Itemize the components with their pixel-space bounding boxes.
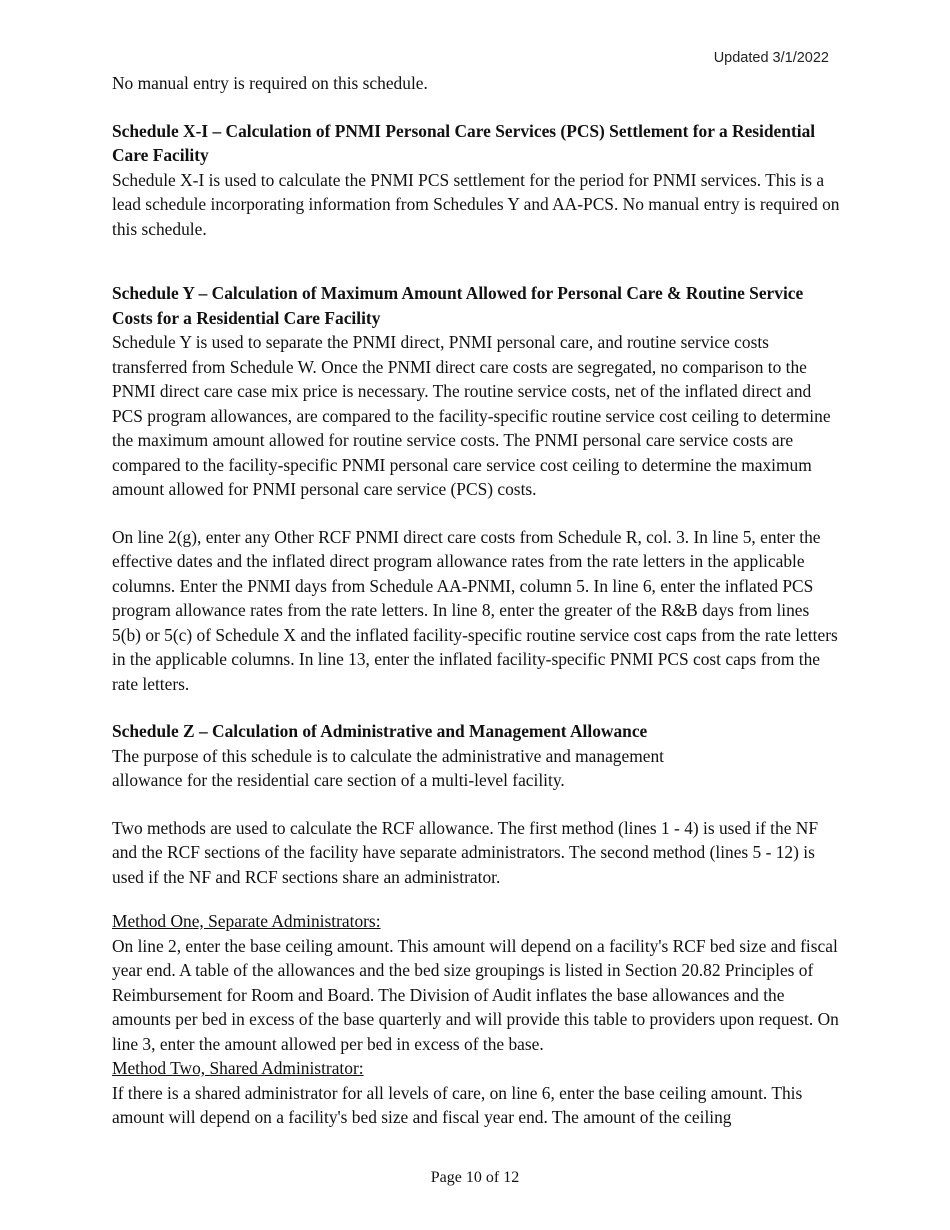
method-one-body: On line 2, enter the base ceiling amount. This amount will depend on a facility's RCF bed size and fiscal year end. A table of the allowances and the bed size groupings is listed in Section 20.82 Principles of Reimbursement for Room and Board. The Division of Audit inflates the base allowances and the amounts per bed in excess of the base quarterly and will provide this table to providers upon request. On line 3, enter the amount allowed per bed in excess of the base. (112, 935, 839, 1054)
schedule-xi-body: Schedule X-I is used to calculate the PNMI PCS settlement for the period for PNMI services. This is a lead schedule incorporating information from Schedules Y and AA-PCS. No manual entry is required on this schedule. (112, 169, 840, 239)
schedule-z-paragraph-1-line-2: allowance for the residential care section of a multi-level facility. (112, 770, 565, 790)
method-two-body: If there is a shared administrator for all levels of care, on line 6, enter the base ceiling amount. This amount will depend on a facility's bed size and fiscal year end. The amount of the ceiling (112, 1082, 803, 1127)
intro-text: No manual entry is required on this schedule. (112, 73, 428, 93)
schedule-z-paragraph-1-line-1: The purpose of this schedule is to calculate the administrative and management (112, 745, 664, 766)
schedule-xi-heading: Schedule X-I – Calculation of PNMI Personal Care Services (PCS) Settlement for a Residential Care Facility (112, 120, 816, 165)
updated-date: Updated 3/1/2022 (713, 50, 829, 66)
schedule-z-paragraph-2: Two methods are used to calculate the RCF allowance. The first method (lines 1 - 4) is used if the NF and the RCF sections of the facility have separate administrators. The second method (lines 5 - 12) is used if the NF and RCF sections share an administrator. (112, 817, 819, 887)
schedule-y-paragraph-1: Schedule Y is used to separate the PNMI direct, PNMI personal care, and routine service costs transferred from Schedule W. Once the PNMI direct care costs are segregated, no comparison to the PNMI direct care case mix price is necessary. The routine service costs, net of the inflated direct and PCS program allowances, are compared to the facility-specific routine service cost ceiling to determine the maximum amount allowed for routine service costs. The PNMI personal care service costs are compared to the facility-specific PNMI personal care service cost ceiling to determine the maximum amount allowed for PNMI personal care service (PCS) costs. (112, 332, 831, 499)
schedule-y-heading: Schedule Y – Calculation of Maximum Amount Allowed for Personal Care & Routine Service Costs for a Residential Care Facility (112, 283, 804, 328)
schedule-z-paragraph-1 (112, 744, 842, 793)
page-number: Page 10 of 12 (430, 1169, 520, 1186)
document-body (112, 71, 842, 1130)
schedule-y-paragraph-2: On line 2(g), enter any Other RCF PNMI direct care costs from Schedule R, col. 3. In line 5, enter the effective dates and the inflated direct program allowance rates from the rate letters in the applicable columns. Enter the PNMI days from Schedule AA-PNMI, column 5. In line 6, enter the inflated PCS program allowance rates from the rate letters. In line 8, enter the greater of the R&B days from lines 5(b) or 5(c) of Schedule X and the inflated facility-specific routine service cost caps from the rate letters in the applicable columns. In line 13, enter the inflated facility-specific PNMI PCS cost caps from the rate letters. (112, 526, 838, 694)
schedule-z-heading: Schedule Z – Calculation of Administrative and Management Allowance (112, 721, 648, 741)
method-one-title: Method One, Separate Administrators: (112, 911, 381, 931)
method-two-title: Method Two, Shared Administrator: (112, 1058, 364, 1078)
